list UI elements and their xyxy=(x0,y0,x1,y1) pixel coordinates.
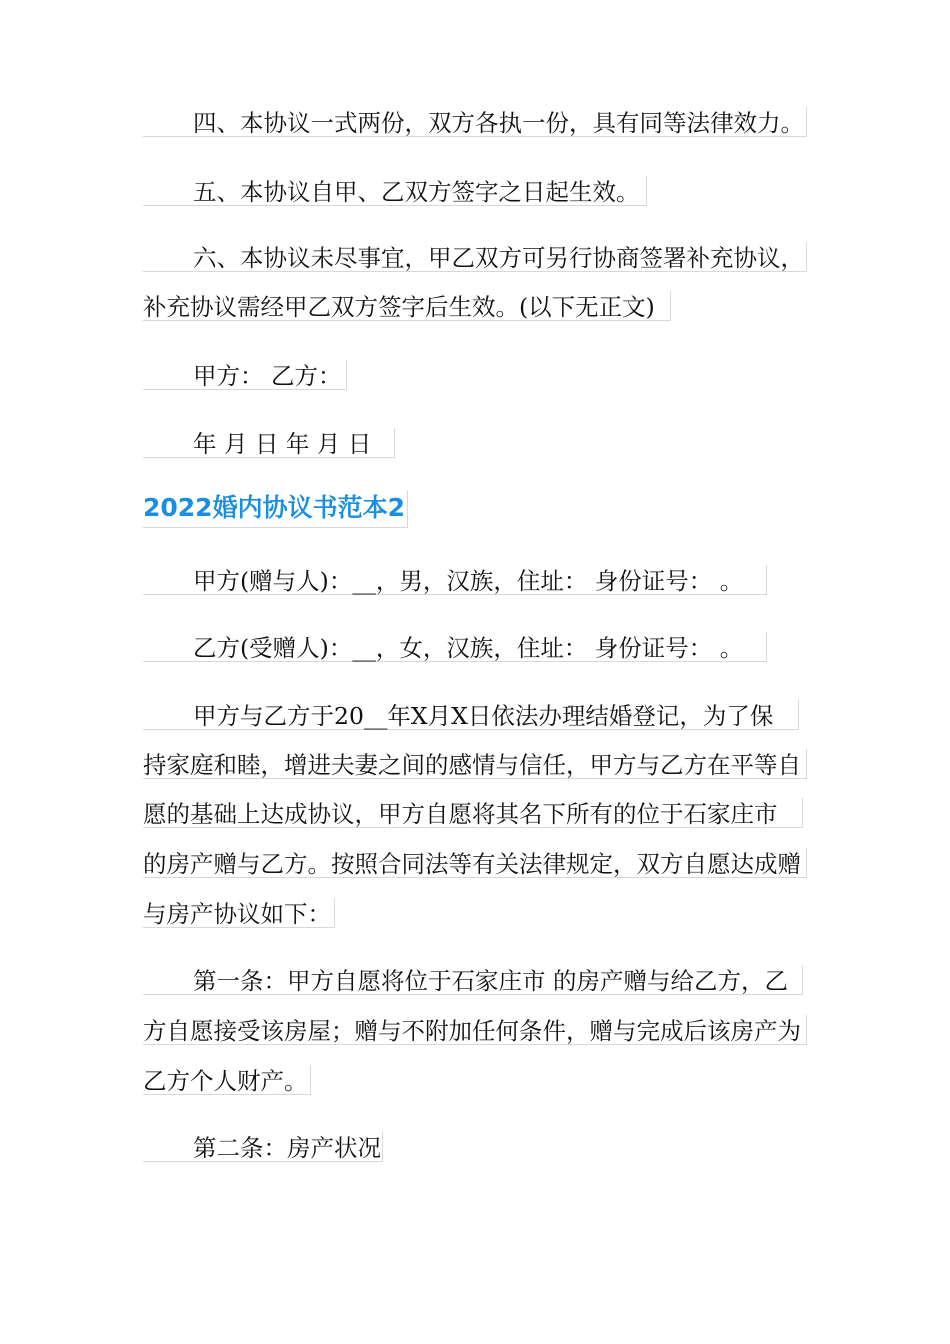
clause-six-line-2: 补充协议需经甲乙双方签字后生效。(以下无正文) xyxy=(143,291,671,321)
article-2-heading: 第二条：房产状况 xyxy=(143,1132,383,1162)
section-title: 2022婚内协议书范本2 xyxy=(143,490,408,528)
preamble-line-4: 的房产赠与乙方。按照合同法等有关法律规定，双方自愿达成赠 xyxy=(143,848,807,878)
article-1-line-3: 乙方个人财产。 xyxy=(143,1065,311,1095)
signature-parties: 甲方： 乙方： xyxy=(143,360,347,390)
signature-dates: 年 月 日 年 月 日 xyxy=(143,428,395,458)
preamble-line-3: 愿的基础上达成协议，甲方自愿将其名下所有的位于石家庄市 xyxy=(143,798,803,828)
article-1-line-2: 方自愿接受该房屋；赠与不附加任何条件，赠与完成后该房产为 xyxy=(143,1015,807,1045)
party-b-line: 乙方(受赠人)：__，女，汉族，住址： 身份证号： 。 xyxy=(143,632,767,662)
preamble-line-5: 与房产协议如下： xyxy=(143,898,335,928)
preamble-line-1: 甲方与乙方于20__年X月X日依法办理结婚登记，为了保 xyxy=(143,700,799,730)
clause-four: 四、本协议一式两份，双方各执一份，具有同等法律效力。 xyxy=(143,107,807,137)
preamble-line-2: 持家庭和睦，增进夫妻之间的感情与信任，甲方与乙方在平等自 xyxy=(143,749,807,779)
clause-six-line-1: 六、本协议未尽事宜，甲乙双方可另行协商签署补充协议， xyxy=(143,242,807,272)
clause-five: 五、本协议自甲、乙双方签字之日起生效。 xyxy=(143,176,647,206)
article-1-line-1: 第一条：甲方自愿将位于石家庄市 的房产赠与给乙方，乙 xyxy=(143,965,803,995)
party-a-line: 甲方(赠与人)：__，男，汉族，住址： 身份证号： 。 xyxy=(143,565,767,595)
